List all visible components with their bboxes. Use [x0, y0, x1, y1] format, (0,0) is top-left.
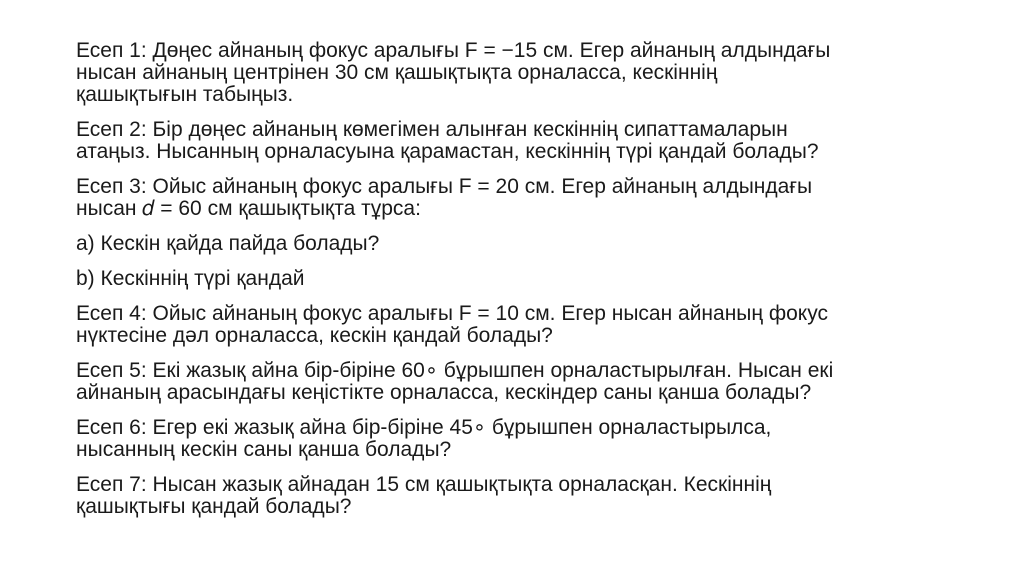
problem-1-line-3: қашықтығын табыңыз. — [76, 83, 294, 106]
problem-3-line-1: Есеп 3: Ойыс айнаның фокус аралығы F = 20 см. Егер айнаның алдындағы — [76, 175, 813, 198]
problem-3-part-b — [76, 268, 976, 290]
problem-3-line-2: нысан 𝑑 = 60 см қашықтықта тұрса: — [76, 197, 421, 220]
problem-1-line-2: нысан айнаның центрінен 30 см қашықтықта орналасса, кескіннің — [76, 61, 718, 84]
problem-list — [76, 40, 976, 531]
problem-3-part-b-line-1: b) Кескіннің түрі қандай — [76, 267, 305, 290]
problem-5-line-2: айнаның арасындағы кеңістікте орналасса, кескіндер саны қанша болады? — [76, 381, 812, 404]
problem-7-line-1: Есеп 7: Нысан жазық айнадан 15 см қашықтықта орналасқан. Кескіннің — [76, 473, 772, 496]
problem-4-line-1: Есеп 4: Ойыс айнаның фокус аралығы F = 10 см. Егер нысан айнаның фокус — [76, 302, 828, 325]
problem-2 — [76, 119, 976, 163]
problem-6-line-2: нысанның кескін саны қанша болады? — [76, 438, 452, 461]
problem-3-part-a — [76, 233, 976, 255]
problem-1 — [76, 40, 976, 106]
problem-4 — [76, 303, 976, 347]
problem-3-part-a-line-1: a) Кескін қайда пайда болады? — [76, 232, 380, 255]
problem-7 — [76, 474, 976, 518]
problem-1-line-1: Есеп 1: Дөңес айнаның фокус аралығы F = −15 см. Егер айнаның алдындағы — [76, 39, 831, 62]
problem-6 — [76, 417, 976, 461]
problem-2-line-1: Есеп 2: Бір дөңес айнаның көмегімен алынған кескіннің сипаттамаларын — [76, 118, 788, 141]
problem-3 — [76, 176, 976, 220]
problem-7-line-2: қашықтығы қандай болады? — [76, 495, 352, 518]
problem-5 — [76, 360, 976, 404]
problem-5-line-1: Есеп 5: Екі жазық айна бір-біріне 60∘ бұрышпен орналастырылған. Нысан екі — [76, 359, 834, 382]
problem-6-line-1: Есеп 6: Егер екі жазық айна бір-біріне 45∘ бұрышпен орналастырылса, — [76, 416, 772, 439]
problem-4-line-2: нүктесіне дәл орналасса, кескін қандай болады? — [76, 324, 553, 347]
problem-2-line-2: атаңыз. Нысанның орналасуына қарамастан, кескіннің түрі қандай болады? — [76, 140, 819, 163]
